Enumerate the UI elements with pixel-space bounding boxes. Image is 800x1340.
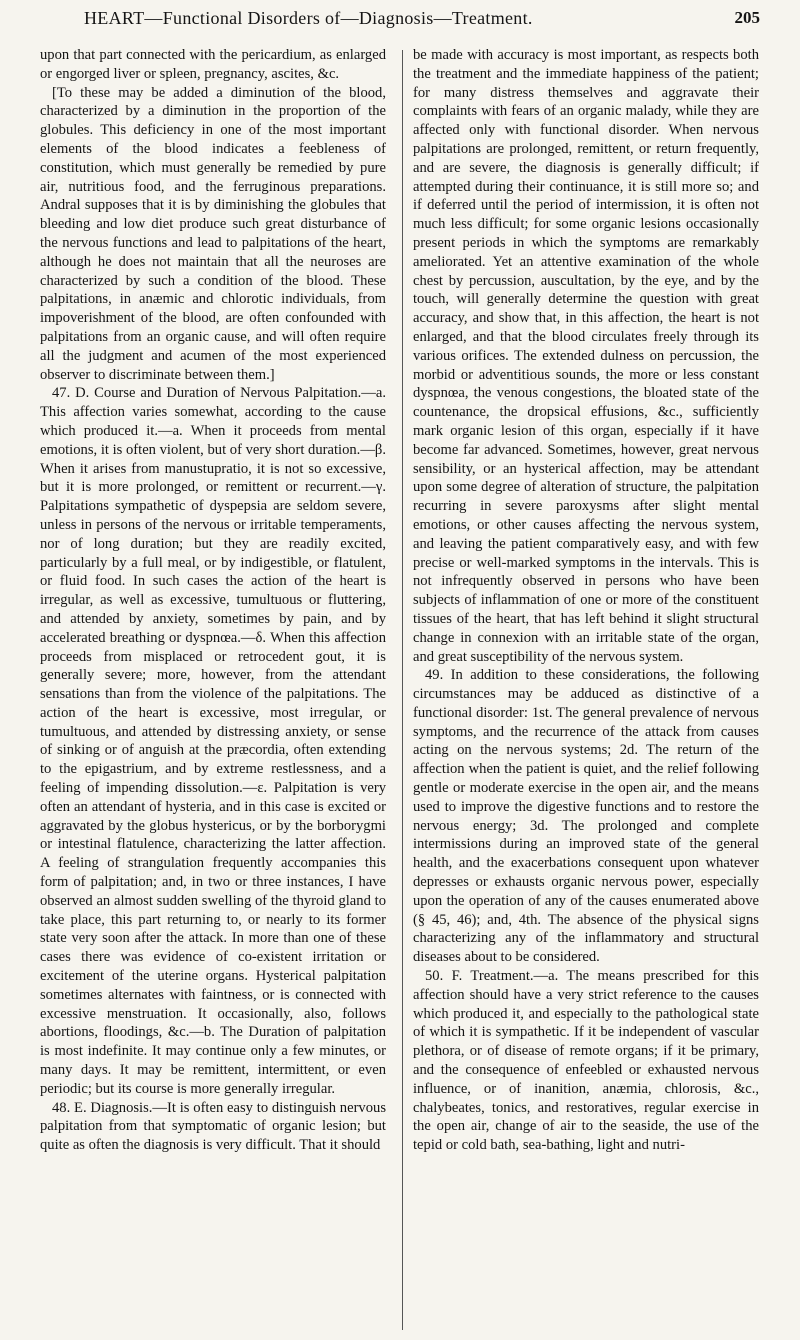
paragraph: be made with accuracy is most important, as respects both the treatment and the immediate happiness of the patient; for many distress themselves and aggravate their complaints with fears of an organic malady, while they are affected only with functional disorder. When nervous palpitations are prolonged, remittent, or return frequently, and are severe, the diagnosis is generally difficult; if attempted during their continuance, it is still more so; and if deferred until the period of intermission, it is often not much less difficult; for some organic lesions occasionally present periods in which the symptoms are remarkably ameliorated. Yet an attentive examination of the whole chest by percussion, auscultation, by the eye, and by the touch, will generally determine the question with great accuracy, and show that, in this affection, the heart is not enlarged, and that the blood circulates freely through its various orifices. The extended dulness on percussion, the morbid or adventitious sounds, the more or less constant dyspnœa, the venous congestions, the bloated state of the countenance, the dropsical effusions, &c., sufficiently mark organic lesion of this organ, especially if it have become far advanced. Sometimes, however, great nervous sensibility, or an hysterical affection, may be attendant upon some degree of alteration of structure, the palpitation recurring in severe paroxysms after slight mental emotions, or other causes affecting the nervous system, and leaving the patient comparatively easy, and with few precise or well-marked symptoms in the intervals. This is not infrequently observed in persons who have been subjects of inflammation of one or more of the constituent tissues of the heart, that has left behind it slight structural change in connexion with an irritable state of the organ, and great susceptibility of the nervous system. bbox=[413, 47, 759, 665]
paragraph: [To these may be added a diminution of the blood, characterized by a diminution in the proportion of the globules. This deficiency in one of the most important elements of the blood indicates a feebleness of constitution, which must generally be remedied by pure air, nutritious food, and the ferruginous preparations. Andral supposes that it is by diminishing the globules that bleeding and low diet produce such great disturbance of the nervous functions and lead to palpitations of the heart, although he does not maintain that all the neuroses are characterized by such a condition of the blood. These palpitations, in anæmic and chlorotic individuals, from impoverishment of the blood, are often confounded with palpitations from an organic cause, and will often require all the judgment and acumen of the most experienced observer to discriminate between them.] bbox=[40, 84, 386, 383]
paragraph: 47. D. Course and Duration of Nervous Palpitation.—a. This affection varies somewhat, according to the cause which produced it.—a. When it proceeds from mental emotions, it is often violent, but of very short duration.—β. When it arises from manustupratio, it is not so excessive, but it is more prolonged, or remittent or recurrent.—γ. Palpitations sympathetic of dyspepsia are seldom severe, unless in persons of the nervous or irritable temperaments, nor of long duration; but they are readily excited, particularly by a full meal, or by indigestible, or flatulent, or fluid food. In such cases the action of the heart is irregular, as well as excessive, tumultuous or fluttering, and attended by anxiety, sometimes by pain, and by accelerated breathing or dyspnœa.—δ. When this affection proceeds from misplaced or retrocedent gout, it is generally severe; more, however, from the attendant sensations than from the violence of the palpitations. The action of the heart is excessive, most irregular, or tumultuous, and attended by distressing anxiety, or sense of sinking or of anguish at the præcordia, often extending to the epigastrium, and by extreme restlessness, and a feeling of impending dissolution.—ε. Palpitation is very often an attendant of hysteria, and in this case is excited or aggravated by the globus hystericus, or by the borborygmi or intestinal flatulence, characterizing the latter affection. A feeling of strangulation frequently accompanies this form of palpitation; and, in two or three instances, I have observed an almost sudden swelling of the thyroid gland to take place, this part returning to, or nearly to its former state very soon after the attack. In more than one of these cases there was evidence of co-existent irritation or excitement of the uterine organs. Hysterical palpitation sometimes alternates with faintness, or is connected with excessive menstruation. It occasionally, also, follows abortions, floodings, &c.—b. The Duration of palpitation is most indefinite. It may continue only a few minutes, or many days. It may be remittent, intermittent, or even periodic; but its course is more generally irregular. bbox=[40, 385, 386, 1097]
text-columns bbox=[40, 46, 760, 1330]
paragraph: 50. F. Treatment.—a. The means prescribed for this affection should have a very strict reference to the causes which produced it, and especially to the pathological state of which it is sympathetic. If it be independent of vascular plethora, or of disease of remote organs; if it be primary, and the consequence of enfeebled or exhausted nervous influence, or of inanition, anæmia, chlorosis, &c., chalybeates, tonics, and restoratives, regular exercise in the open air, change of air to the seaside, the use of the tepid or cold bath, sea-bathing, light and nutri- bbox=[413, 968, 759, 1154]
page-number: 205 bbox=[734, 8, 760, 27]
column-divider bbox=[402, 50, 403, 1330]
paragraph: upon that part connected with the pericardium, as enlarged or engorged liver or spleen, pregnancy, ascites, &c. bbox=[40, 47, 386, 82]
running-title: HEART—Functional Disorders of—Diagnosis—Treatment. bbox=[84, 8, 533, 28]
left-column bbox=[40, 46, 394, 1330]
right-column bbox=[413, 46, 759, 1330]
paragraph: 48. E. Diagnosis.—It is often easy to distinguish nervous palpitation from that symptomatic of organic lesion; but quite as often the diagnosis is very difficult. That it should bbox=[40, 1099, 386, 1154]
paragraph: 49. In addition to these considerations, the following circumstances may be adduced as distinctive of a functional disorder: 1st. The general prevalence of nervous symptoms, and the recurrence of the attack from causes acting on the nervous systems; 2d. The return of the affection when the patient is quiet, and the relief following gentle or moderate exercise in the open air, and the means used to improve the digestive functions and to restore the nervous energy; 3d. The prolonged and complete intermissions during an improved state of the general health, and the exacerbations consequent upon whatever depresses or exhausts organic nervous power, especially upon the operation of any of the causes enumerated above (§ 45, 46); and, 4th. The absence of the physical signs characterizing any of the inflammatory and structural diseases about to be considered. bbox=[413, 667, 759, 966]
running-header bbox=[40, 8, 760, 38]
